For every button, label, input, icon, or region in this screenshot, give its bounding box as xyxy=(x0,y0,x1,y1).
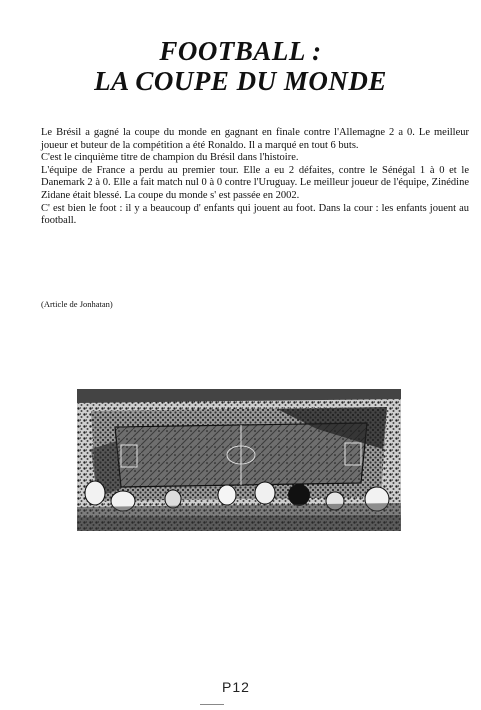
article-body xyxy=(41,127,469,228)
article-credit: (Article de Jonhatan) xyxy=(41,299,113,309)
footer-divider xyxy=(200,704,224,708)
page-title-line-1: FOOTBALL : xyxy=(159,36,322,66)
stadium-drawing-icon xyxy=(77,389,401,531)
article-paragraph-3: L'équipe de France a perdu au premier tour. Elle a eu 2 défaites, contre le Sénégal 1 à 0 et le Danemark 2 à 0. Elle a fait match nul 0 à 0 contre l'Uruguay. Le meilleur joueur de l'équipe, Zinédine Zidane était blessé. La coupe du monde s' est passée en 2002. xyxy=(41,164,469,201)
article-paragraph-4: C' est bien le foot : il y a beaucoup d' enfants qui jouent au foot. Dans la cour : les enfants jouent au football. xyxy=(41,202,469,227)
stadium-drawing-image xyxy=(77,389,401,531)
article-paragraph-2: C'est le cinquième titre de champion du Brésil dans l'histoire. xyxy=(41,152,299,164)
page-number: P12 xyxy=(222,679,250,695)
page-title-line-2: LA COUPE DU MONDE xyxy=(94,66,387,96)
article-paragraph-1: Le Brésil a gagné la coupe du monde en gagnant en finale contre l'Allemagne 2 a 0. Le meilleur joueur et buteur de la compétition a été Ronaldo. Il a marqué en tout 6 buts. xyxy=(41,127,469,151)
